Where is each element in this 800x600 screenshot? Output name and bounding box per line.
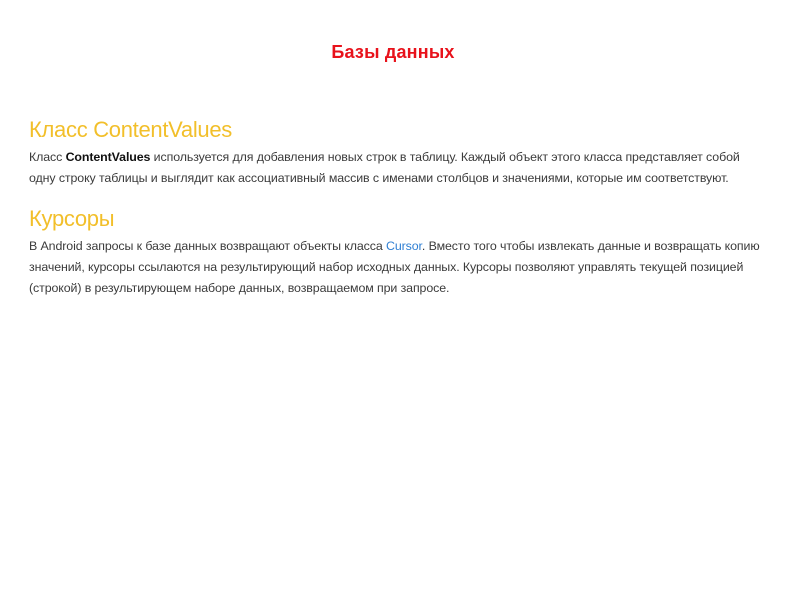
cursor-link[interactable]: Cursor [385,239,422,253]
paragraph-text: используется для добавления новых строк в таблицу. Каждый объект этого класса представляет собой одну строку таблицы и выглядит как ассоциативный массив с именами столбцов и значениями, которые им соответствуют. [29,150,740,185]
section-paragraph-cursors [29,236,764,299]
paragraph-prefix: Класс [29,150,66,164]
slide-content [29,113,764,299]
class-name-contentvalues: ContentValues [65,150,151,164]
paragraph-prefix: В Android запросы к базе данных возвращают объекты класса [29,239,386,253]
paragraph-text: . Вместо того чтобы извлекать данные и возвращать копию значений, курсоры ссылаются на результирующий набор исходных данных. Курсоры позволяют управлять текущей позицией (строкой) в результирующем наборе данных, возвращаемом при запросе. [29,239,760,295]
section-heading-cursors: Курсоры [29,206,115,231]
section-heading-contentvalues: Класс ContentValues [29,117,232,142]
slide-title: Базы данных [331,42,455,62]
section-paragraph-contentvalues [29,147,764,189]
